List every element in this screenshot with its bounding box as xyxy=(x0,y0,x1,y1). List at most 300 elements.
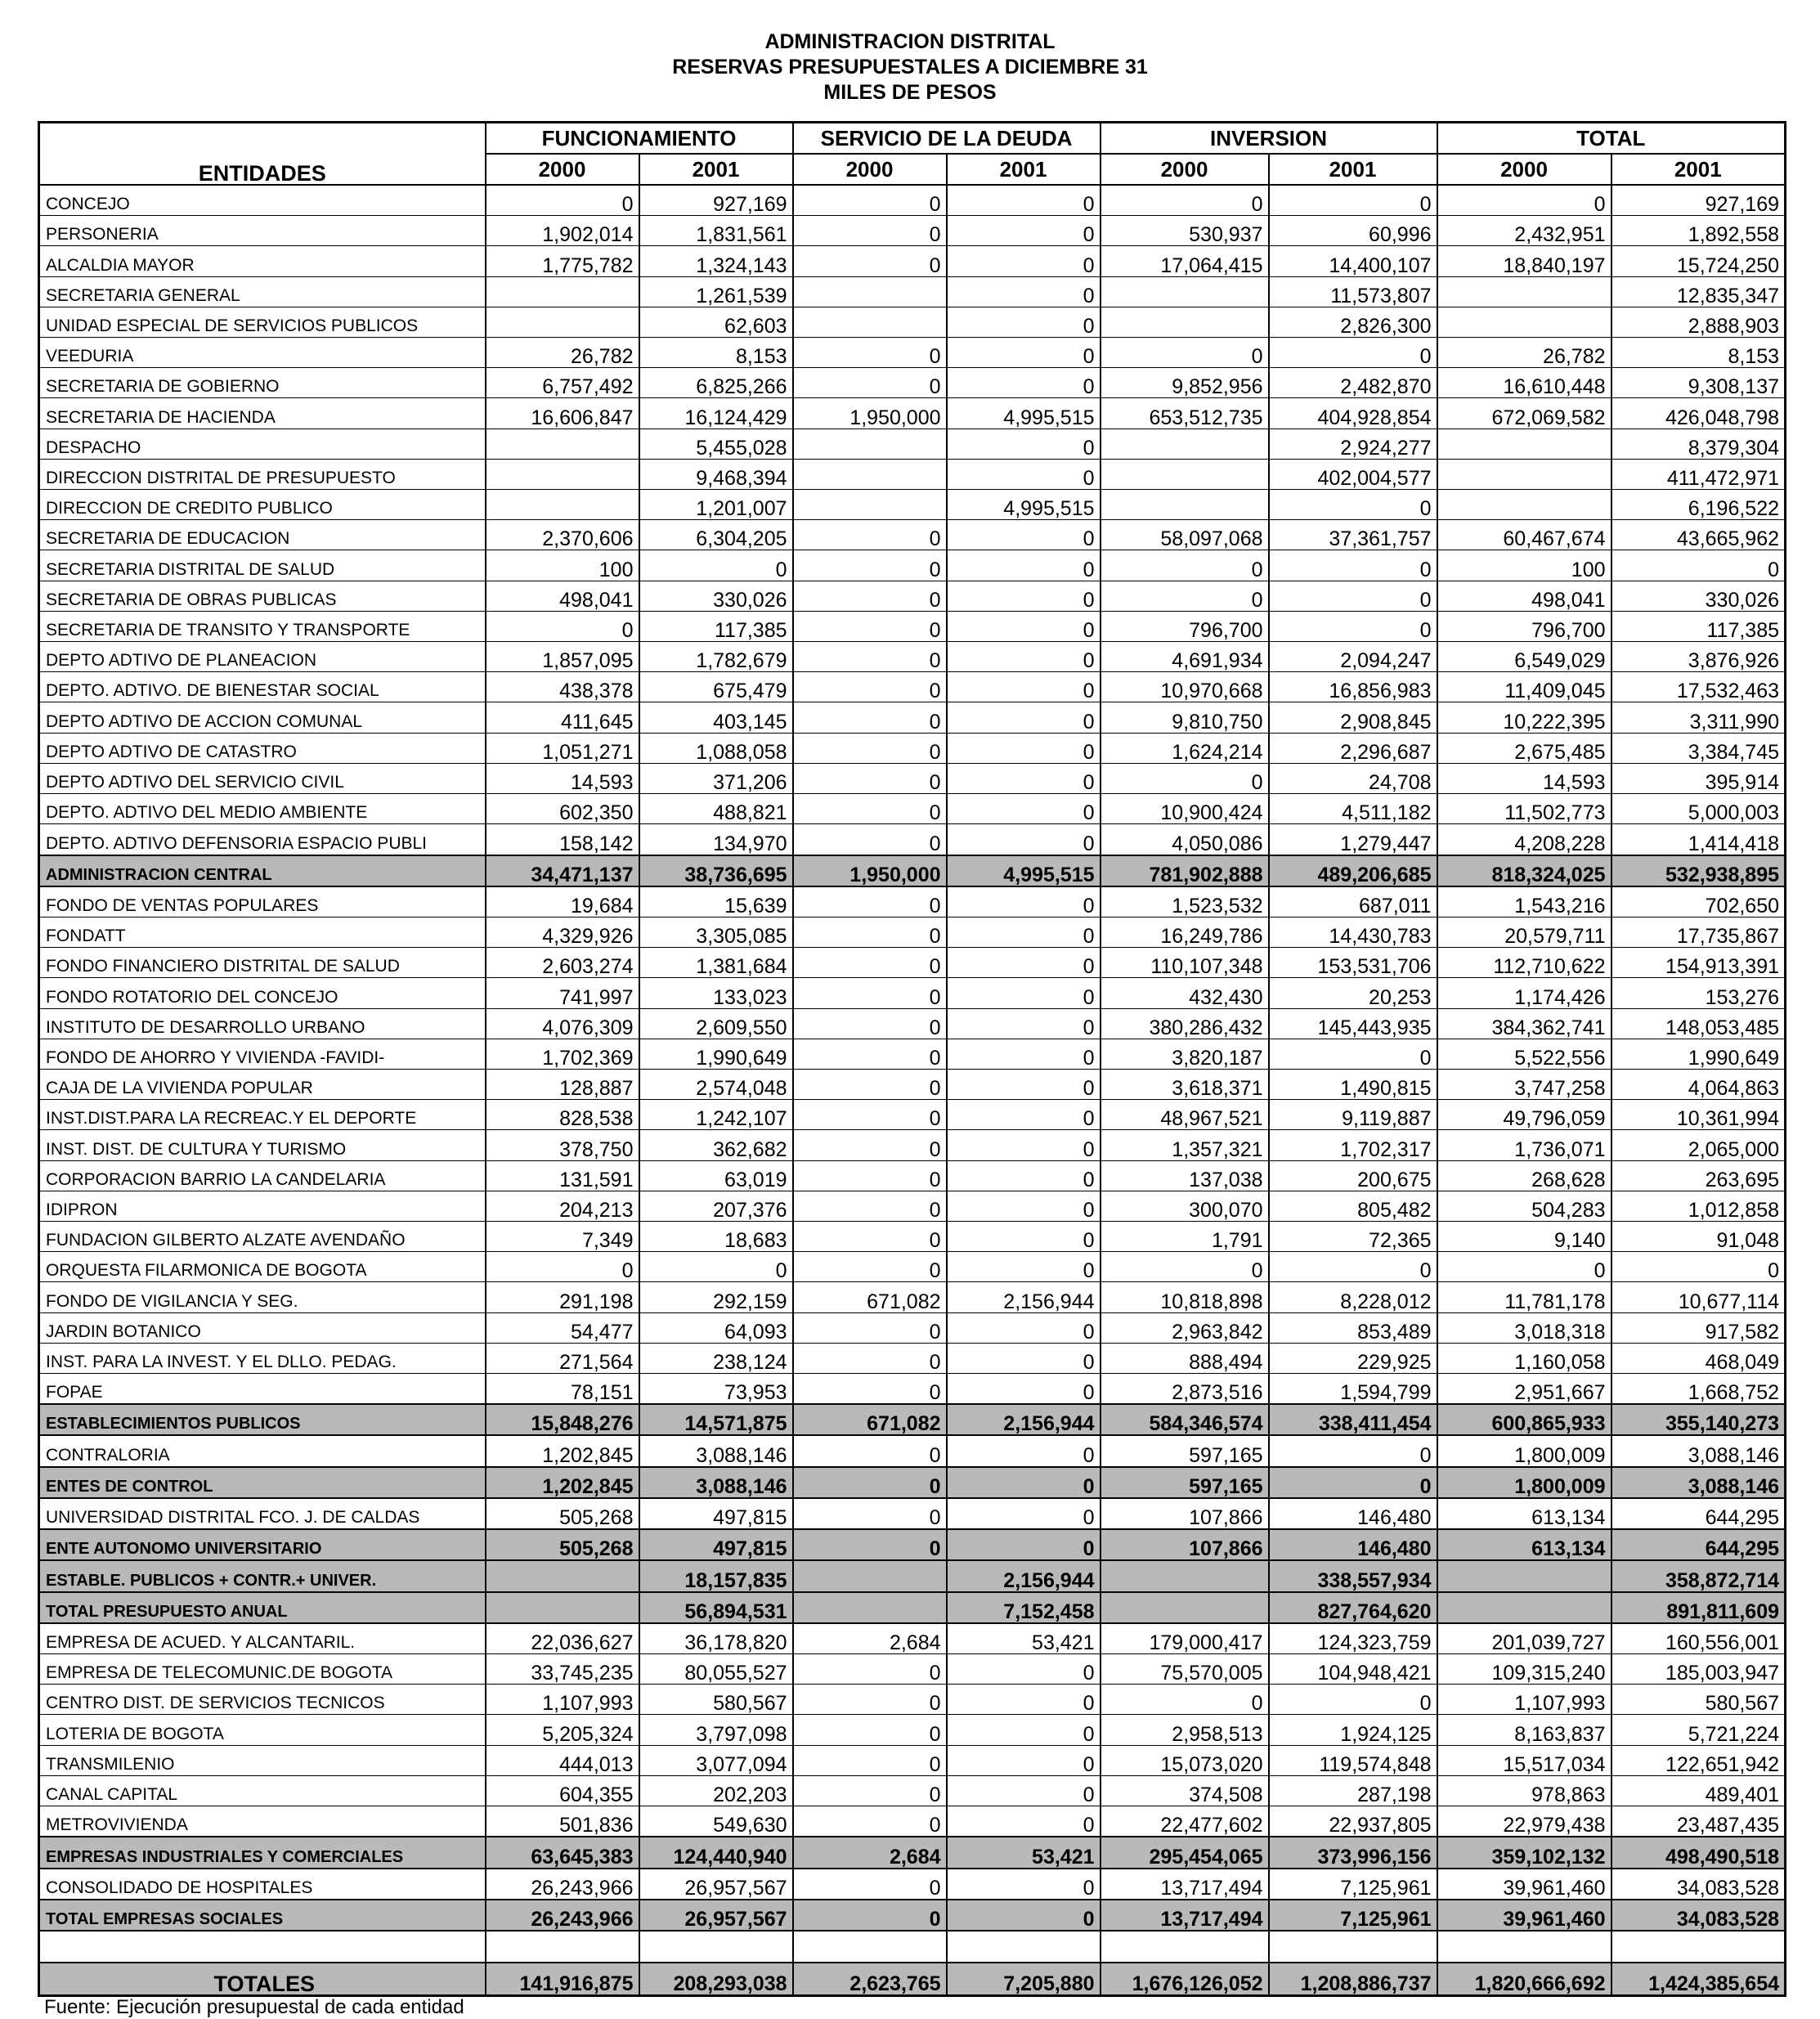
value-cell: 0 xyxy=(793,1654,947,1685)
value-cell: 3,797,098 xyxy=(639,1715,793,1745)
value-cell: 3,305,085 xyxy=(639,917,793,947)
value-cell: 0 xyxy=(1101,185,1269,216)
value-cell: 18,683 xyxy=(639,1221,793,1251)
subtotal-row xyxy=(39,1900,1786,1931)
value-cell: 2,873,516 xyxy=(1101,1374,1269,1405)
value-cell: 1,490,815 xyxy=(1269,1069,1437,1099)
value-cell: 109,315,240 xyxy=(1437,1654,1612,1685)
value-cell: 271,564 xyxy=(486,1343,639,1373)
year-header: 2000 xyxy=(793,154,947,185)
value-cell xyxy=(486,307,639,337)
value-cell: 0 xyxy=(947,733,1101,763)
value-cell: 0 xyxy=(793,1221,947,1251)
value-cell: 0 xyxy=(947,824,1101,855)
entity-name-cell: DEPTO ADTIVO DEL SERVICIO CIVIL xyxy=(39,763,486,793)
value-cell: 0 xyxy=(1269,1252,1437,1282)
value-cell: 0 xyxy=(1101,338,1269,368)
table-row xyxy=(39,917,1786,947)
value-cell: 263,695 xyxy=(1612,1160,1786,1191)
value-cell: 53,421 xyxy=(947,1623,1101,1654)
value-cell: 3,018,318 xyxy=(1437,1312,1612,1343)
value-cell: 0 xyxy=(1269,1039,1437,1069)
value-cell: 0 xyxy=(793,520,947,550)
value-cell: 0 xyxy=(947,917,1101,947)
value-cell: 154,913,391 xyxy=(1612,948,1786,978)
value-cell: 160,556,001 xyxy=(1612,1623,1786,1654)
entity-name-cell: FONDO FINANCIERO DISTRITAL DE SALUD xyxy=(39,948,486,978)
value-cell xyxy=(1101,428,1269,459)
value-cell: 10,818,898 xyxy=(1101,1282,1269,1312)
table-row xyxy=(39,611,1786,641)
entity-name-cell: ESTABLE. PUBLICOS + CONTR.+ UNIVER. xyxy=(39,1560,486,1591)
value-cell: 10,677,114 xyxy=(1612,1282,1786,1312)
value-cell: 14,400,107 xyxy=(1269,246,1437,276)
entity-name-cell: DEPTO ADTIVO DE ACCION COMUNAL xyxy=(39,702,486,733)
value-cell: 927,169 xyxy=(1612,185,1786,216)
value-cell: 15,639 xyxy=(639,886,793,918)
value-cell: 112,710,622 xyxy=(1437,948,1612,978)
value-cell: 781,902,888 xyxy=(1101,855,1269,886)
value-cell: 0 xyxy=(947,763,1101,793)
value-cell: 426,048,798 xyxy=(1612,398,1786,428)
empty-cell xyxy=(1101,1931,1269,1963)
value-cell: 0 xyxy=(947,1435,1101,1466)
value-cell: 432,430 xyxy=(1101,978,1269,1008)
table-row xyxy=(39,1100,1786,1130)
value-cell: 200,675 xyxy=(1269,1160,1437,1191)
value-cell: 374,508 xyxy=(1101,1775,1269,1806)
value-cell: 153,276 xyxy=(1612,978,1786,1008)
value-cell: 2,675,485 xyxy=(1437,733,1612,763)
value-cell: 16,856,983 xyxy=(1269,672,1437,702)
entity-name-cell: CONTRALORIA xyxy=(39,1435,486,1466)
value-cell: 9,810,750 xyxy=(1101,702,1269,733)
value-cell xyxy=(1101,1592,1269,1623)
value-cell: 891,811,609 xyxy=(1612,1592,1786,1623)
value-cell: 0 xyxy=(1101,1685,1269,1715)
value-cell: 0 xyxy=(793,1467,947,1498)
value-cell: 671,082 xyxy=(793,1282,947,1312)
value-cell: 11,781,178 xyxy=(1437,1282,1612,1312)
subtotal-row xyxy=(39,1837,1786,1868)
table-row xyxy=(39,368,1786,398)
value-cell: 0 xyxy=(947,550,1101,581)
value-cell: 4,076,309 xyxy=(486,1008,639,1039)
value-cell: 0 xyxy=(793,1869,947,1900)
value-cell xyxy=(486,428,639,459)
entity-name-cell: FONDO ROTATORIO DEL CONCEJO xyxy=(39,978,486,1008)
value-cell: 888,494 xyxy=(1101,1343,1269,1373)
entity-name-cell: SECRETARIA DE TRANSITO Y TRANSPORTE xyxy=(39,611,486,641)
value-cell: 497,815 xyxy=(639,1529,793,1560)
header-funcionamiento: FUNCIONAMIENTO xyxy=(486,123,793,155)
value-cell: 10,222,395 xyxy=(1437,702,1612,733)
table-row xyxy=(39,886,1786,918)
value-cell: 404,928,854 xyxy=(1269,398,1437,428)
value-cell: 2,156,944 xyxy=(947,1560,1101,1591)
value-cell: 1,261,539 xyxy=(639,276,793,307)
value-cell: 1,892,558 xyxy=(1612,216,1786,246)
value-cell: 14,571,875 xyxy=(639,1404,793,1435)
value-cell: 185,003,947 xyxy=(1612,1654,1786,1685)
value-cell: 49,796,059 xyxy=(1437,1100,1612,1130)
value-cell: 411,472,971 xyxy=(1612,459,1786,489)
empty-cell xyxy=(1612,1931,1786,1963)
value-cell: 62,603 xyxy=(639,307,793,337)
value-cell: 1,202,845 xyxy=(486,1467,639,1498)
value-cell: 16,610,448 xyxy=(1437,368,1612,398)
value-cell: 1,800,009 xyxy=(1437,1435,1612,1466)
entity-name-cell: ORQUESTA FILARMONICA DE BOGOTA xyxy=(39,1252,486,1282)
value-cell: 675,479 xyxy=(639,672,793,702)
entity-name-cell: INST.DIST.PARA LA RECREAC.Y EL DEPORTE xyxy=(39,1100,486,1130)
value-cell: 75,570,005 xyxy=(1101,1654,1269,1685)
value-cell: 0 xyxy=(947,1312,1101,1343)
group-header-row xyxy=(39,123,1786,155)
value-cell: 3,088,146 xyxy=(639,1467,793,1498)
year-header: 2000 xyxy=(1437,154,1612,185)
value-cell: 133,023 xyxy=(639,978,793,1008)
value-cell: 16,124,429 xyxy=(639,398,793,428)
value-cell: 3,088,146 xyxy=(1612,1467,1786,1498)
value-cell: 5,522,556 xyxy=(1437,1039,1612,1069)
value-cell: 0 xyxy=(947,1900,1101,1931)
value-cell: 37,361,757 xyxy=(1269,520,1437,550)
value-cell: 0 xyxy=(639,1252,793,1282)
value-cell: 0 xyxy=(793,550,947,581)
value-cell: 80,055,527 xyxy=(639,1654,793,1685)
value-cell: 504,283 xyxy=(1437,1191,1612,1221)
value-cell: 148,053,485 xyxy=(1612,1008,1786,1039)
table-row xyxy=(39,1775,1786,1806)
value-cell: 3,618,371 xyxy=(1101,1069,1269,1099)
header-total: TOTAL xyxy=(1437,123,1786,155)
value-cell: 687,011 xyxy=(1269,886,1437,918)
value-cell: 602,350 xyxy=(486,794,639,824)
value-cell: 4,995,515 xyxy=(947,855,1101,886)
value-cell: 613,134 xyxy=(1437,1498,1612,1529)
value-cell: 2,908,845 xyxy=(1269,702,1437,733)
value-cell xyxy=(793,1592,947,1623)
value-cell: 6,304,205 xyxy=(639,520,793,550)
value-cell: 0 xyxy=(1269,1685,1437,1715)
value-cell: 0 xyxy=(947,1745,1101,1775)
value-cell: 0 xyxy=(947,338,1101,368)
value-cell: 828,538 xyxy=(486,1100,639,1130)
value-cell: 0 xyxy=(947,642,1101,672)
value-cell: 1,202,845 xyxy=(486,1435,639,1466)
value-cell: 498,490,518 xyxy=(1612,1837,1786,1868)
value-cell: 2,296,687 xyxy=(1269,733,1437,763)
value-cell xyxy=(1437,307,1612,337)
value-cell: 9,468,394 xyxy=(639,459,793,489)
grand-total-row xyxy=(39,1963,1786,1995)
value-cell: 22,477,602 xyxy=(1101,1806,1269,1837)
subtotal-row xyxy=(39,1404,1786,1435)
value-cell: 378,750 xyxy=(486,1130,639,1160)
value-cell: 0 xyxy=(947,581,1101,611)
entity-name-cell: TRANSMILENIO xyxy=(39,1745,486,1775)
value-cell: 927,169 xyxy=(639,185,793,216)
entity-name-cell: DIRECCION DISTRITAL DE PRESUPUESTO xyxy=(39,459,486,489)
header-inversion: INVERSION xyxy=(1101,123,1437,155)
year-header: 2001 xyxy=(1269,154,1437,185)
value-cell: 18,157,835 xyxy=(639,1560,793,1591)
value-cell: 384,362,741 xyxy=(1437,1008,1612,1039)
value-cell: 7,349 xyxy=(486,1221,639,1251)
value-cell: 4,995,515 xyxy=(947,490,1101,520)
value-cell: 0 xyxy=(793,1130,947,1160)
value-cell: 796,700 xyxy=(1437,611,1612,641)
value-cell: 1,051,271 xyxy=(486,733,639,763)
value-cell: 9,852,956 xyxy=(1101,368,1269,398)
value-cell: 444,013 xyxy=(486,1745,639,1775)
value-cell: 0 xyxy=(793,1100,947,1130)
value-cell: 9,140 xyxy=(1437,1221,1612,1251)
entity-name-cell: EMPRESAS INDUSTRIALES Y COMERCIALES xyxy=(39,1837,486,1868)
value-cell: 238,124 xyxy=(639,1343,793,1373)
table-row xyxy=(39,978,1786,1008)
table-row xyxy=(39,1008,1786,1039)
entity-name-cell: ENTES DE CONTROL xyxy=(39,1467,486,1498)
value-cell: 0 xyxy=(947,886,1101,918)
entity-name-cell: CORPORACION BARRIO LA CANDELARIA xyxy=(39,1160,486,1191)
value-cell: 107,866 xyxy=(1101,1498,1269,1529)
value-cell: 14,593 xyxy=(486,763,639,793)
value-cell: 1,857,095 xyxy=(486,642,639,672)
empty-cell xyxy=(947,1931,1101,1963)
value-cell: 7,125,961 xyxy=(1269,1900,1437,1931)
value-cell: 362,682 xyxy=(639,1130,793,1160)
entity-name-cell: ENTE AUTONOMO UNIVERSITARIO xyxy=(39,1529,486,1560)
value-cell: 6,757,492 xyxy=(486,368,639,398)
value-cell: 371,206 xyxy=(639,763,793,793)
value-cell: 134,970 xyxy=(639,824,793,855)
value-cell: 72,365 xyxy=(1269,1221,1437,1251)
entity-name-cell: FONDO DE VENTAS POPULARES xyxy=(39,886,486,918)
table-row xyxy=(39,428,1786,459)
value-cell: 2,094,247 xyxy=(1269,642,1437,672)
value-cell: 145,443,935 xyxy=(1269,1008,1437,1039)
value-cell: 1,208,886,737 xyxy=(1269,1963,1437,1995)
value-cell: 3,088,146 xyxy=(639,1435,793,1466)
value-cell: 1,174,426 xyxy=(1437,978,1612,1008)
value-cell: 5,205,324 xyxy=(486,1715,639,1745)
entity-name-cell: TOTALES xyxy=(39,1963,486,1995)
value-cell: 0 xyxy=(1437,1252,1612,1282)
value-cell: 26,782 xyxy=(1437,338,1612,368)
value-cell: 20,253 xyxy=(1269,978,1437,1008)
value-cell: 207,376 xyxy=(639,1191,793,1221)
value-cell: 17,064,415 xyxy=(1101,246,1269,276)
value-cell: 0 xyxy=(947,1252,1101,1282)
value-cell: 146,480 xyxy=(1269,1529,1437,1560)
value-cell: 0 xyxy=(793,672,947,702)
value-cell: 0 xyxy=(793,216,947,246)
value-cell: 0 xyxy=(947,368,1101,398)
value-cell: 2,065,000 xyxy=(1612,1130,1786,1160)
table-row xyxy=(39,642,1786,672)
value-cell: 0 xyxy=(947,1869,1101,1900)
value-cell: 119,574,848 xyxy=(1269,1745,1437,1775)
table-row xyxy=(39,1312,1786,1343)
entity-name-cell: UNIDAD ESPECIAL DE SERVICIOS PUBLICOS xyxy=(39,307,486,337)
value-cell: 33,745,235 xyxy=(486,1654,639,1685)
value-cell xyxy=(1437,459,1612,489)
value-cell: 1,820,666,692 xyxy=(1437,1963,1612,1995)
value-cell: 2,963,842 xyxy=(1101,1312,1269,1343)
table-row xyxy=(39,763,1786,793)
value-cell xyxy=(1437,1560,1612,1591)
value-cell: 1,831,561 xyxy=(639,216,793,246)
value-cell: 3,876,926 xyxy=(1612,642,1786,672)
value-cell: 488,821 xyxy=(639,794,793,824)
value-cell: 1,775,782 xyxy=(486,246,639,276)
value-cell: 1,782,679 xyxy=(639,642,793,672)
value-cell: 17,532,463 xyxy=(1612,672,1786,702)
value-cell: 20,579,711 xyxy=(1437,917,1612,947)
value-cell: 1,242,107 xyxy=(639,1100,793,1130)
value-cell: 0 xyxy=(793,1343,947,1373)
table-row xyxy=(39,1282,1786,1312)
entity-name-cell: DIRECCION DE CREDITO PUBLICO xyxy=(39,490,486,520)
entity-name-cell: CAJA DE LA VIVIENDA POPULAR xyxy=(39,1069,486,1099)
value-cell: 0 xyxy=(947,672,1101,702)
entity-name-cell: INSTITUTO DE DESARROLLO URBANO xyxy=(39,1008,486,1039)
value-cell: 287,198 xyxy=(1269,1775,1437,1806)
value-cell: 0 xyxy=(793,185,947,216)
value-cell: 7,125,961 xyxy=(1269,1869,1437,1900)
value-cell xyxy=(486,1592,639,1623)
value-cell: 0 xyxy=(1269,1467,1437,1498)
value-cell: 597,165 xyxy=(1101,1467,1269,1498)
value-cell: 0 xyxy=(947,1130,1101,1160)
value-cell: 2,432,951 xyxy=(1437,216,1612,246)
value-cell: 2,623,765 xyxy=(793,1963,947,1995)
value-cell: 117,385 xyxy=(1612,611,1786,641)
value-cell: 54,477 xyxy=(486,1312,639,1343)
value-cell: 11,502,773 xyxy=(1437,794,1612,824)
value-cell: 0 xyxy=(1269,185,1437,216)
value-cell: 0 xyxy=(947,1715,1101,1745)
value-cell: 11,409,045 xyxy=(1437,672,1612,702)
value-cell: 0 xyxy=(947,1008,1101,1039)
value-cell: 100 xyxy=(1437,550,1612,581)
value-cell: 0 xyxy=(486,1252,639,1282)
entity-name-cell: FONDO DE VIGILANCIA Y SEG. xyxy=(39,1282,486,1312)
value-cell: 0 xyxy=(793,733,947,763)
value-cell: 0 xyxy=(793,642,947,672)
value-cell: 505,268 xyxy=(486,1498,639,1529)
value-cell: 39,961,460 xyxy=(1437,1869,1612,1900)
value-cell: 0 xyxy=(947,1685,1101,1715)
value-cell: 9,119,887 xyxy=(1269,1100,1437,1130)
value-cell: 7,152,458 xyxy=(947,1592,1101,1623)
value-cell: 19,684 xyxy=(486,886,639,918)
value-cell: 741,997 xyxy=(486,978,639,1008)
value-cell: 8,153 xyxy=(639,338,793,368)
value-cell: 0 xyxy=(793,246,947,276)
entity-name-cell: CANAL CAPITAL xyxy=(39,1775,486,1806)
value-cell: 4,511,182 xyxy=(1269,794,1437,824)
table-row xyxy=(39,1221,1786,1251)
value-cell: 91,048 xyxy=(1612,1221,1786,1251)
value-cell: 0 xyxy=(1269,611,1437,641)
value-cell: 0 xyxy=(793,1806,947,1837)
value-cell: 4,050,086 xyxy=(1101,824,1269,855)
value-cell xyxy=(1101,459,1269,489)
value-cell: 58,097,068 xyxy=(1101,520,1269,550)
value-cell: 1,990,649 xyxy=(1612,1039,1786,1069)
value-cell: 501,836 xyxy=(486,1806,639,1837)
value-cell: 1,624,214 xyxy=(1101,733,1269,763)
value-cell: 60,467,674 xyxy=(1437,520,1612,550)
value-cell: 43,665,962 xyxy=(1612,520,1786,550)
value-cell: 1,924,125 xyxy=(1269,1715,1437,1745)
value-cell: 0 xyxy=(793,886,947,918)
value-cell: 26,782 xyxy=(486,338,639,368)
value-cell: 0 xyxy=(793,1745,947,1775)
value-cell: 1,160,058 xyxy=(1437,1343,1612,1373)
value-cell: 468,049 xyxy=(1612,1343,1786,1373)
value-cell xyxy=(1437,428,1612,459)
value-cell: 0 xyxy=(947,1654,1101,1685)
value-cell: 26,957,567 xyxy=(639,1900,793,1931)
value-cell: 597,165 xyxy=(1101,1435,1269,1466)
value-cell: 0 xyxy=(947,1039,1101,1069)
value-cell xyxy=(1437,490,1612,520)
value-cell: 0 xyxy=(793,338,947,368)
value-cell: 438,378 xyxy=(486,672,639,702)
entity-name-cell: DEPTO. ADTIVO DEFENSORIA ESPACIO PUBLI xyxy=(39,824,486,855)
value-cell: 411,645 xyxy=(486,702,639,733)
value-cell: 395,914 xyxy=(1612,763,1786,793)
value-cell: 532,938,895 xyxy=(1612,855,1786,886)
value-cell: 1,791 xyxy=(1101,1221,1269,1251)
value-cell: 498,041 xyxy=(1437,581,1612,611)
value-cell xyxy=(793,276,947,307)
entity-name-cell: LOTERIA DE BOGOTA xyxy=(39,1715,486,1745)
value-cell: 26,957,567 xyxy=(639,1869,793,1900)
entity-name-cell: ESTABLECIMIENTOS PUBLICOS xyxy=(39,1404,486,1435)
value-cell: 124,440,940 xyxy=(639,1837,793,1868)
value-cell: 137,038 xyxy=(1101,1160,1269,1191)
value-cell: 1,107,993 xyxy=(486,1685,639,1715)
value-cell: 0 xyxy=(1101,763,1269,793)
entity-name-cell: INST. DIST. DE CULTURA Y TURISMO xyxy=(39,1130,486,1160)
value-cell: 100 xyxy=(486,550,639,581)
value-cell: 1,107,993 xyxy=(1437,1685,1612,1715)
table-row xyxy=(39,1685,1786,1715)
value-cell xyxy=(1101,276,1269,307)
table-row xyxy=(39,246,1786,276)
value-cell: 0 xyxy=(793,1498,947,1529)
value-cell xyxy=(1101,307,1269,337)
value-cell: 3,384,745 xyxy=(1612,733,1786,763)
value-cell: 2,156,944 xyxy=(947,1282,1101,1312)
value-cell: 122,651,942 xyxy=(1612,1745,1786,1775)
value-cell: 10,361,994 xyxy=(1612,1100,1786,1130)
value-cell: 1,523,532 xyxy=(1101,886,1269,918)
value-cell: 917,582 xyxy=(1612,1312,1786,1343)
value-cell xyxy=(793,428,947,459)
value-cell: 0 xyxy=(947,1806,1101,1837)
value-cell: 0 xyxy=(1101,581,1269,611)
value-cell: 10,900,424 xyxy=(1101,794,1269,824)
value-cell: 0 xyxy=(947,1467,1101,1498)
value-cell: 2,482,870 xyxy=(1269,368,1437,398)
value-cell: 358,872,714 xyxy=(1612,1560,1786,1591)
